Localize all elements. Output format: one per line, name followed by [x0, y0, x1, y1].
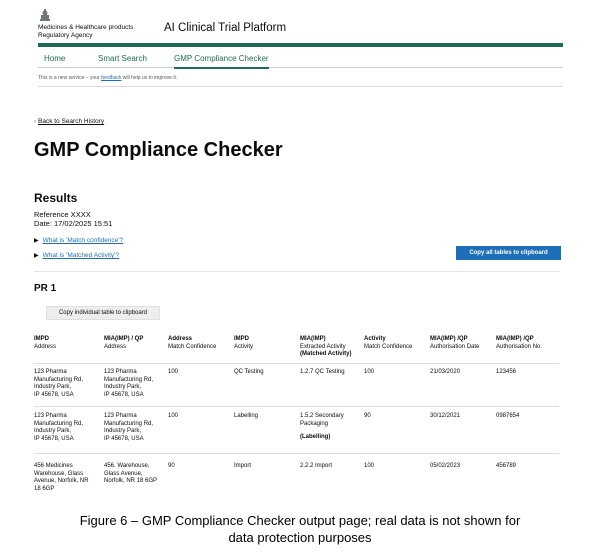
row-divider	[34, 453, 559, 454]
address-line: Manufacturing Rd,	[34, 420, 84, 427]
column-header-sub: Address	[34, 343, 57, 350]
cell-authorisation-no: 123456	[496, 369, 517, 375]
column-header-sub: Activity	[234, 343, 254, 350]
cell-impd-activity: Import	[234, 463, 252, 469]
site-header	[28, 6, 573, 44]
reference-text: Reference XXXX	[34, 210, 91, 219]
screenshot-page	[28, 0, 573, 505]
address-line: Norfolk, NR 18 6GP	[104, 478, 158, 484]
copy-all-tables-button[interactable]: Copy all tables to clipboard	[456, 246, 561, 260]
address-line: IP 45678, USA	[104, 435, 144, 442]
column-header-main: MIA(IMP) / QP	[104, 336, 144, 342]
address-line: Industry Park,	[104, 428, 142, 434]
address-line: Industry Park,	[104, 384, 142, 390]
row-divider	[34, 406, 559, 407]
details-matched-activity-label: What is 'Matched Activity'?	[42, 252, 120, 259]
address-line: IP 45678, USA	[104, 391, 144, 398]
activity-line: 1.2.7 QC Testing	[300, 369, 345, 375]
column-header-impd-activity	[234, 336, 253, 351]
column-header-mia-address	[104, 336, 143, 351]
cell-authorisation-date: 21/03/2020	[430, 369, 461, 375]
activity-line: Packaging	[300, 420, 329, 427]
feedback-link[interactable]: feedback	[101, 75, 122, 81]
table-title: PR 1	[34, 283, 57, 294]
triangle-right-icon: ▶	[34, 238, 39, 244]
address-line: IP 45678, USA	[34, 435, 74, 442]
cell-address-confidence: 100	[168, 413, 179, 419]
address-line: IP 45678, USA	[34, 391, 74, 398]
activity-line: 2.2.2 Import	[300, 463, 333, 469]
activity-line: 1.5.2 Secondary	[300, 413, 344, 419]
address-line: Industry Park,	[34, 428, 72, 434]
column-header-sub: Extracted Activity	[300, 343, 346, 350]
column-header-main: MIA(IMP)	[300, 336, 326, 342]
details-match-confidence[interactable]	[34, 237, 123, 244]
cell-activity-confidence: 100	[364, 369, 375, 375]
column-header-sub: Match Confidence	[168, 343, 217, 350]
primary-navigation	[38, 48, 563, 68]
copy-table-button[interactable]: Copy individual table to clipboard	[46, 306, 160, 320]
address-line: Manufacturing Rd,	[34, 376, 84, 383]
nav-item-smart-search[interactable]: Smart Search	[98, 54, 147, 63]
column-header-sub2: (Matched Activity)	[300, 351, 352, 357]
royal-crest-icon	[38, 8, 52, 22]
matched-activity: (Labelling)	[300, 434, 331, 440]
column-header-sub: Address	[104, 343, 127, 350]
column-header-sub: Match Confidence	[364, 343, 413, 350]
cell-activity-confidence: 90	[364, 413, 371, 419]
row-divider	[34, 363, 559, 364]
column-header-impd-address	[34, 336, 56, 351]
cell-authorisation-date: 30/12/2021	[430, 413, 461, 419]
address-line: Industry Park,	[34, 384, 72, 390]
nav-item-home[interactable]: Home	[44, 54, 66, 63]
org-line-2: Regulatory Agency	[38, 31, 93, 39]
cell-extracted-activity	[300, 369, 345, 377]
address-line: Warehouse, Glass	[34, 470, 84, 477]
column-header-sub: Authorisation Date	[430, 343, 480, 350]
results-heading: Results	[34, 191, 78, 205]
cell-mia-address	[104, 369, 153, 399]
address-line: 123 Pharma	[34, 369, 67, 375]
cell-impd-activity: Labelling	[234, 413, 259, 419]
beta-suffix: will help us to improve it.	[121, 75, 178, 81]
cell-extracted-activity	[300, 463, 332, 471]
column-header-main: IMPD	[34, 336, 49, 342]
back-link[interactable]	[34, 118, 104, 125]
chevron-left-icon: ‹	[34, 119, 36, 125]
address-line: 456 Medicines	[34, 463, 73, 469]
cell-impd-address	[34, 463, 89, 493]
column-header-main: IMPD	[234, 336, 249, 342]
organisation-name[interactable]	[38, 24, 148, 39]
column-header-extracted-activity	[300, 336, 351, 359]
column-header-main: Address	[168, 336, 193, 342]
address-line: 123 Pharma	[104, 369, 137, 375]
date-text: Date: 17/02/2025 15:51	[34, 219, 113, 228]
beta-divider	[38, 86, 563, 87]
cell-mia-address	[104, 413, 153, 443]
beta-prefix: This is a new service – your	[38, 75, 102, 81]
header-divider	[38, 43, 563, 47]
address-line: Glass Avenue,	[104, 470, 143, 477]
details-match-confidence-label: What is 'Match confidence'?	[42, 237, 124, 244]
cell-impd-activity: QC Testing	[234, 369, 264, 375]
column-header-main: MIA(IMP) /QP	[496, 336, 534, 342]
cell-impd-address	[34, 413, 83, 443]
section-divider	[34, 271, 559, 272]
address-line: 456. Warehouse,	[104, 463, 150, 469]
cell-mia-address	[104, 463, 157, 486]
cell-authorisation-no: 456789	[496, 463, 517, 469]
column-header-activity-confidence	[364, 336, 412, 351]
cell-impd-address	[34, 369, 83, 399]
address-line: Manufacturing Rd,	[104, 420, 154, 427]
cell-extracted-activity	[300, 413, 344, 442]
column-header-main: MIA(IMP) /QP	[430, 336, 468, 342]
caption-line-1: Figure 6 – GMP Compliance Checker output page; real data is not shown for	[79, 513, 521, 528]
triangle-right-icon: ▶	[34, 253, 39, 259]
column-header-authorisation-no	[496, 336, 542, 351]
address-line: Manufacturing Rd,	[104, 376, 154, 383]
address-line: 123 Pharma	[34, 413, 67, 419]
results-meta	[34, 210, 112, 228]
cell-authorisation-date: 05/02/2023	[430, 463, 461, 469]
caption-line-2: data protection purposes	[228, 530, 372, 545]
column-header-sub: Authorisation No.	[496, 343, 543, 350]
cell-authorisation-no: 0987654	[496, 413, 520, 419]
address-line: 123 Pharma	[104, 413, 137, 419]
back-link-label: Back to Search History	[38, 118, 105, 125]
figure-caption	[0, 512, 600, 546]
org-line-1: Medicines & Healthcare products	[38, 24, 134, 31]
column-header-authorisation-date	[430, 336, 479, 351]
app-title[interactable]: AI Clinical Trial Platform	[164, 22, 287, 34]
page-title: GMP Compliance Checker	[34, 139, 283, 161]
address-line: Avenue, Norfolk, NR	[34, 478, 89, 484]
column-header-main: Activity	[364, 336, 386, 342]
cell-address-confidence: 90	[168, 463, 175, 469]
column-header-address-confidence	[168, 336, 216, 351]
nav-item-gmp-compliance-checker[interactable]: GMP Compliance Checker	[174, 54, 269, 69]
details-matched-activity[interactable]	[34, 252, 119, 259]
beta-banner	[38, 75, 177, 81]
cell-address-confidence: 100	[168, 369, 179, 375]
cell-activity-confidence: 100	[364, 463, 375, 469]
address-line: 18 6GP	[34, 485, 55, 492]
